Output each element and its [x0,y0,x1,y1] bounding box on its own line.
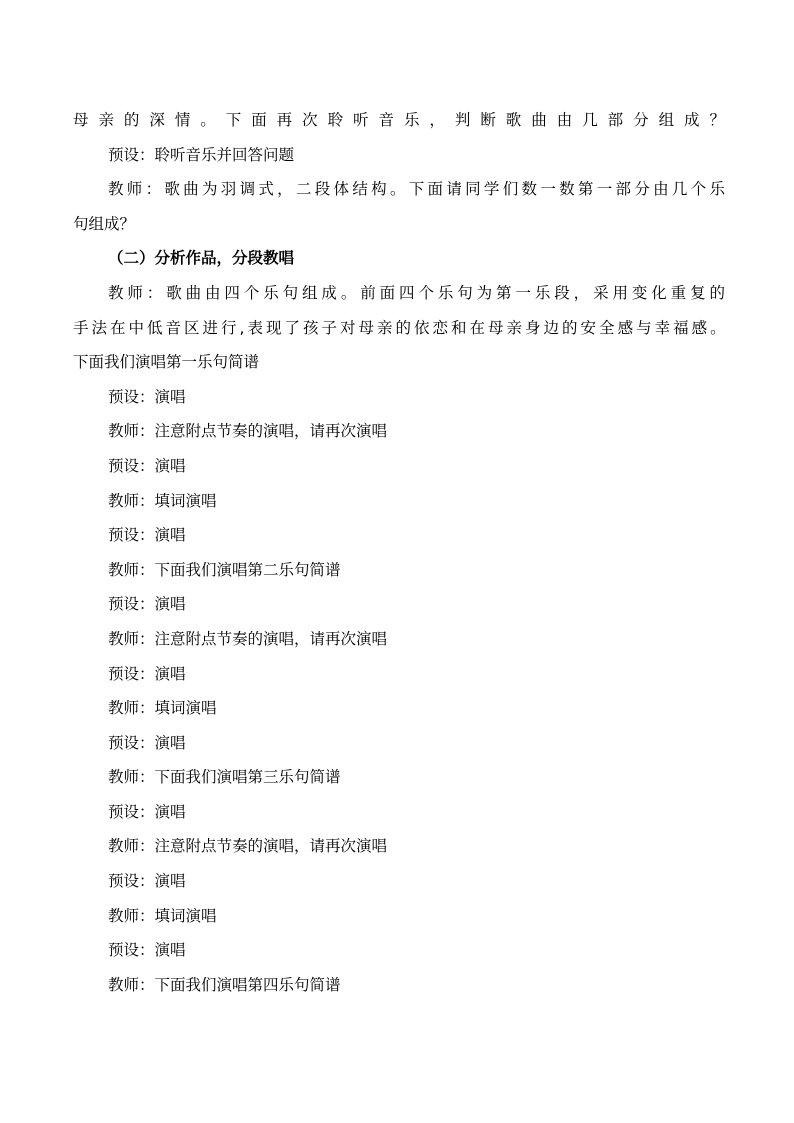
document-page [73,103,725,1002]
paragraph-line-25: 预设：演唱 [108,941,186,960]
paragraph-line-22: 教师：注意附点节奏的演唱，请再次演唱 [108,837,388,856]
paragraph-line-2: 预设：聆听音乐并回答问题 [108,145,295,164]
paragraph-line-1: 母亲的深情。下面再次聆听音乐，判断歌曲由几部分组成？ [73,111,725,129]
paragraph-line-26: 教师：下面我们演唱第四乐句简谱 [108,975,341,994]
paragraph-line-20: 教师：下面我们演唱第三乐句简谱 [108,768,341,787]
paragraph-line-17: 预设：演唱 [108,664,186,683]
paragraph-line-3: 教师：歌曲为羽调式，二段体结构。下面请同学们数一数第一部分由几个乐 [108,180,725,199]
paragraph-line-6: 教师：歌曲由四个乐句组成。前面四个乐句为第一乐段，采用变化重复的 [108,283,725,302]
paragraph-line-12: 教师：填词演唱 [108,491,217,510]
paragraph-line-8: 下面我们演唱第一乐句简谱 [73,353,260,372]
paragraph-line-18: 教师：填词演唱 [108,699,217,718]
paragraph-line-10: 教师：注意附点节奏的演唱，请再次演唱 [108,422,388,441]
paragraph-line-9: 预设：演唱 [108,387,186,406]
paragraph-line-15: 预设：演唱 [108,595,186,614]
paragraph-line-21: 预设：演唱 [108,802,186,821]
paragraph-line-23: 预设：演唱 [108,872,186,891]
paragraph-line-7: 手法在中低音区进行,表现了孩子对母亲的依恋和在母亲身边的安全感与幸福感。 [73,318,725,337]
paragraph-line-16: 教师：注意附点节奏的演唱，请再次演唱 [108,629,388,648]
paragraph-line-19: 预设：演唱 [108,733,186,752]
section-heading: （二）分析作品，分段教唱 [108,249,295,268]
paragraph-line-13: 预设：演唱 [108,526,186,545]
paragraph-line-4: 句组成？ [73,214,136,233]
paragraph-line-14: 教师：下面我们演唱第二乐句简谱 [108,560,341,579]
paragraph-line-11: 预设：演唱 [108,456,186,475]
paragraph-line-24: 教师：填词演唱 [108,906,217,925]
